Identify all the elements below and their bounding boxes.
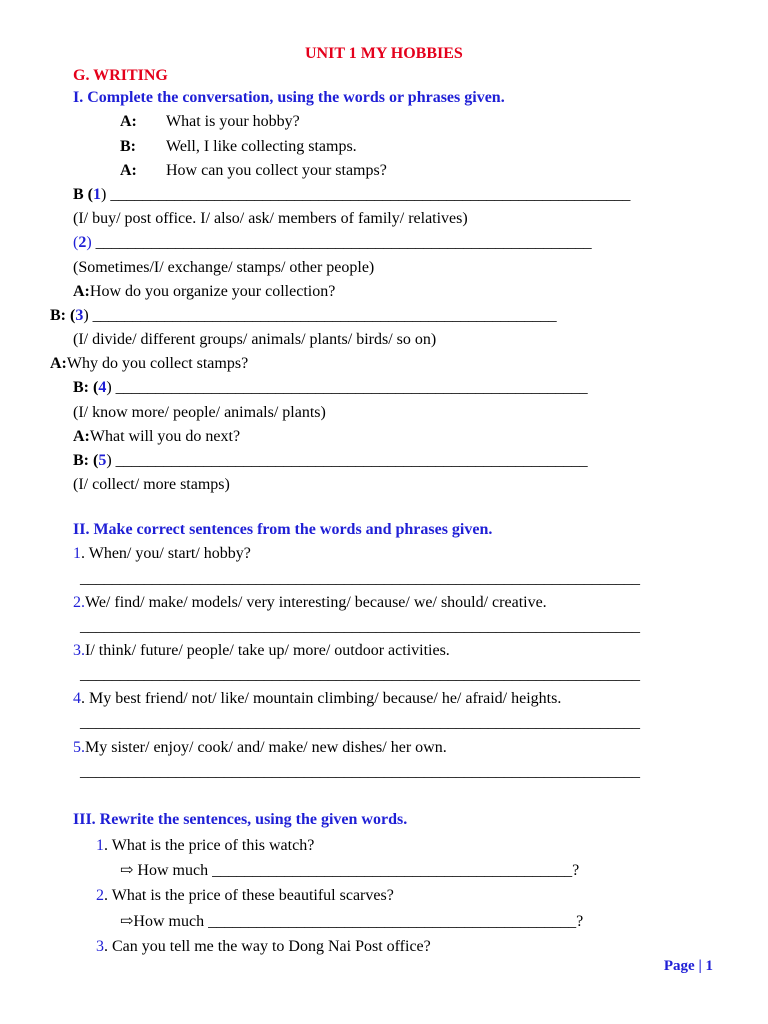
- exercise-item: 3.I/ think/ future/ people/ take up/ more/ outdoor activities.: [73, 642, 450, 659]
- arrow-right-icon: ⇨: [120, 862, 134, 879]
- exercise-item: 4. My best friend/ not/ like/ mountain climbing/ because/ he/ afraid/ heights.: [73, 690, 562, 707]
- question-1[interactable]: B (1) _________________________________________________________________: [73, 186, 631, 203]
- arrow-right-icon: ⇨: [120, 913, 134, 930]
- exercise-item: 5.My sister/ enjoy/ cook/ and/ make/ new dishes/ her own.: [73, 739, 447, 756]
- question-4-hint: (I/ know more/ people/ animals/ plants): [73, 404, 326, 421]
- answer-line[interactable]: ______________________________________________________________________: [80, 570, 640, 587]
- part1-heading: I. Complete the conversation, using the words or phrases given.: [73, 89, 505, 106]
- exercise-item: 1. What is the price of this watch?: [96, 837, 315, 854]
- dialogue-line: A: What is your hobby?: [120, 113, 300, 130]
- exercise-item: 3. Can you tell me the way to Dong Nai Post office?: [96, 938, 431, 955]
- question-2[interactable]: (2) ______________________________________________________________: [73, 234, 592, 251]
- exercise-item: 2. What is the price of these beautiful scarves?: [96, 887, 394, 904]
- dialogue-line: A: How can you collect your stamps?: [120, 162, 387, 179]
- question-4[interactable]: B: (4) ___________________________________________________________: [73, 379, 588, 396]
- answer-line[interactable]: ______________________________________________________________________: [80, 763, 640, 780]
- section-heading: G. WRITING: [73, 67, 168, 84]
- question-2-hint: (Sometimes/I/ exchange/ stamps/ other people): [73, 259, 375, 276]
- part3-heading: III. Rewrite the sentences, using the given words.: [73, 811, 408, 828]
- question-3-hint: (I/ divide/ different groups/ animals/ plants/ birds/ so on): [73, 331, 437, 348]
- answer-line[interactable]: ______________________________________________________________________: [80, 666, 640, 683]
- part2-heading: II. Make correct sentences from the words and phrases given.: [73, 521, 493, 538]
- exercise-item: 1. When/ you/ start/ hobby?: [73, 545, 251, 562]
- rewrite-answer[interactable]: ⇨ How much _____________________________________________?: [120, 862, 580, 879]
- question-5-hint: (I/ collect/ more stamps): [73, 476, 230, 493]
- page-number: Page | 1: [663, 958, 713, 974]
- dialogue-line: A:Why do you collect stamps?: [50, 355, 249, 372]
- question-5[interactable]: B: (5) ___________________________________________________________: [73, 452, 588, 469]
- answer-line[interactable]: ______________________________________________________________________: [80, 618, 640, 635]
- dialogue-line: A:What will you do next?: [73, 428, 241, 445]
- dialogue-line: B: Well, I like collecting stamps.: [120, 138, 357, 155]
- question-3[interactable]: B: (3) __________________________________________________________: [50, 307, 557, 324]
- page-title: UNIT 1 MY HOBBIES: [305, 45, 463, 62]
- exercise-item: 2.We/ find/ make/ models/ very interesting/ because/ we/ should/ creative.: [73, 594, 547, 611]
- dialogue-line: A:How do you organize your collection?: [73, 283, 336, 300]
- question-1-hint: (I/ buy/ post office. I/ also/ ask/ members of family/ relatives): [73, 210, 468, 227]
- answer-line[interactable]: ______________________________________________________________________: [80, 714, 640, 731]
- rewrite-answer[interactable]: ⇨How much ______________________________________________?: [120, 913, 584, 930]
